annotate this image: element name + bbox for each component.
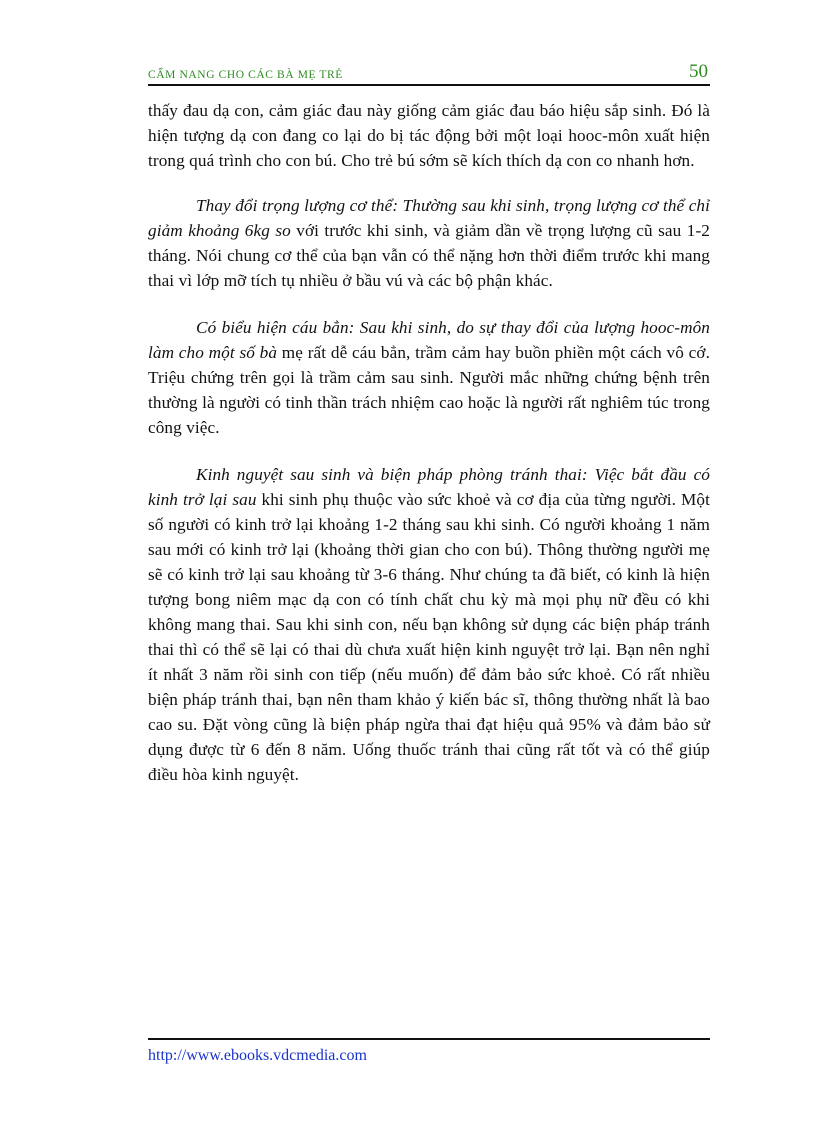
paragraph-lead-italic: Có biểu hiện cáu bẳn: Sau khi sinh, do sự thay đổi của lượng hooc-môn làm cho một số bà — [148, 318, 710, 362]
page-footer — [148, 1038, 710, 1064]
paragraph-weight-change — [148, 193, 710, 293]
book-title: CẨM NANG CHO CÁC BÀ MẸ TRẺ — [148, 69, 343, 81]
page-number: 50 — [689, 61, 708, 82]
paragraph-text: khi sinh phụ thuộc vào sức khoẻ và cơ địa của từng người. Một số người có kinh trở lại khoảng 1-2 tháng sau khi sinh. Có người khoảng 1 năm sau mới có kinh trở lại (khoảng thời gian cho con bú). Thông thường người mẹ sẽ có kinh trở lại sau khoảng từ 3-6 tháng. Như chúng ta đã biết, có kinh là hiện tượng bong niêm mạc dạ con có tính chất chu kỳ mà mọi phụ nữ đều có khi không mang thai. Sau khi sinh con, nếu bạn không sử dụng các biện pháp tránh thai thì có thể sẽ lại có thai dù chưa xuất hiện kinh nguyệt trở lại. Bạn nên nghỉ ít nhất 3 năm rồi sinh con tiếp (nếu muốn) để đảm bảo sức khoẻ. Có rất nhiều biện pháp tránh thai, bạn nên tham khảo ý kiến bác sĩ, thông thường nhất là bao cao su. Đặt vòng cũng là biện pháp ngừa thai đạt hiệu quả 95% và đảm bảo sử dụng được từ 6 đến 8 năm. Uống thuốc tránh thai cũng rất tốt và có thể giúp điều hòa kinh nguyệt. — [148, 490, 710, 784]
paragraph-text: với trước khi sinh, và giảm dần về trọng lượng cũ sau 1-2 tháng. Nói chung cơ thể của bạn vẫn có thể nặng hơn thời điểm trước khi mang thai vì lớp mỡ tích tụ nhiều ở bầu vú và các bộ phận khác. — [148, 221, 710, 290]
paragraph-lead-italic: Kinh nguyệt sau sinh và biện pháp phòng tránh thai: Việc bắt đầu có kinh trở lại sau — [148, 465, 710, 509]
paragraph-text: mẹ rất dễ cáu bẳn, trầm cảm hay buồn phiền một cách vô cớ. Triệu chứng trên gọi là trầm cảm sau sinh. Người mắc những chứng bệnh trên thường là người có tinh thần trách nhiệm cao hoặc là người rất nghiêm túc trong công việc. — [148, 343, 710, 437]
page-body — [148, 98, 710, 809]
paragraph-lead-italic: Thay đổi trọng lượng cơ thể: Thường sau khi sinh, trọng lượng cơ thể chỉ giảm khoảng 6kg so — [148, 196, 710, 240]
page-header — [148, 60, 710, 86]
paragraph-irritability — [148, 315, 710, 440]
footer-website-link[interactable]: http://www.ebooks.vdcmedia.com — [148, 1047, 367, 1064]
paragraph-text: thấy đau dạ con, cảm giác đau này giống cảm giác đau báo hiệu sắp sinh. Đó là hiện tượng dạ con đang co lại do bị tác động bởi một loại hooc-môn xuất hiện trong quá trình cho con bú. Cho trẻ bú sớm sẽ kích thích dạ con co nhanh hơn. — [148, 101, 710, 170]
paragraph-continuation — [148, 98, 710, 173]
paragraph-menstruation — [148, 462, 710, 787]
